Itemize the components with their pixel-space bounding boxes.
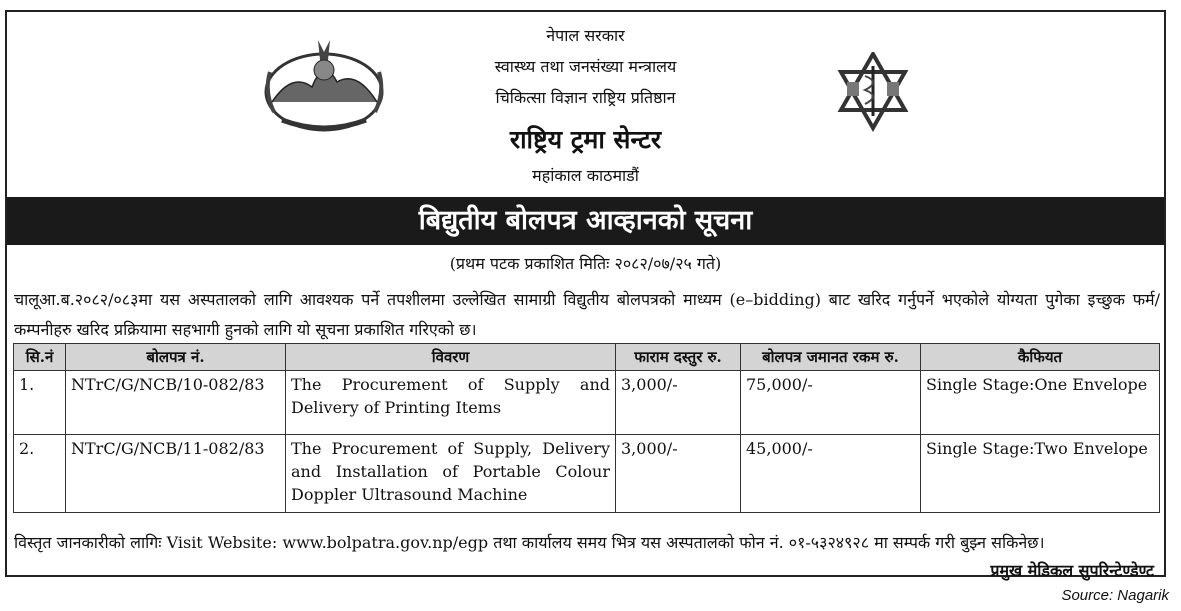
row-sn: 1. — [14, 371, 66, 435]
header-description: विवरण — [286, 344, 616, 371]
government-name: नेपाल सरकार — [546, 26, 625, 45]
table-row — [14, 371, 1160, 435]
header-bid-security: बोलपत्र जमानत रकम रु. — [741, 344, 921, 371]
institute-name: चिकित्सा विज्ञान राष्ट्रिय प्रतिष्ठान — [495, 88, 676, 107]
header-form-fee: फाराम दस्तुर रु. — [616, 344, 741, 371]
table-header-row — [14, 344, 1160, 371]
publication-date: (प्रथम पटक प्रकाशित मितिः २०८२/०७/२५ गते) — [449, 254, 722, 273]
row-bid-security: 45,000/- — [741, 435, 921, 513]
row-remarks: Single Stage:Two Envelope — [921, 435, 1160, 513]
tender-table — [13, 343, 1160, 513]
header-remarks: कैफियत — [921, 344, 1160, 371]
row-description: The Procurement of Supply, Delivery and Installation of Portable Colour Doppler Ultrasound Machine — [286, 435, 616, 513]
header-bid-no: बोलपत्र नं. — [66, 344, 286, 371]
row-bid-no: NTrC/G/NCB/10-082/83 — [66, 371, 286, 435]
center-location: महांकाल काठमाडौं — [532, 166, 639, 185]
row-form-fee: 3,000/- — [616, 435, 741, 513]
notice-title: बिद्युतीय बोलपत्र आव्हानको सूचना — [7, 197, 1164, 245]
notice-frame — [5, 10, 1166, 580]
row-bid-no: NTrC/G/NCB/11-082/83 — [66, 435, 286, 513]
center-name: राष्ट्रिय ट्रमा सेन्टर — [509, 125, 662, 154]
row-bid-security: 75,000/- — [741, 371, 921, 435]
row-sn: 2. — [14, 435, 66, 513]
notice-intro: चालूआ.ब.२०८२/०८३मा यस अस्पतालको लागि आवश्यक पर्ने तपशीलमा उल्लेखित सामाग्री विद्युतीय बोलपत्रको माध्यम (e–bidding) बाट खरिद गर्नुपर्ने भएकोले योग्यता पुगेका इच्छुक फर्म/कम्पनीहरु खरिद प्रक्रियामा सहभागी हुनको लागि यो सूचना प्रकाशित गरिएको छ। — [14, 290, 1160, 339]
header-sn: सि.नं — [14, 344, 66, 371]
table-row — [14, 435, 1160, 513]
ministry-name: स्वास्थ्य तथा जनसंख्या मन्त्रालय — [494, 57, 677, 76]
row-remarks: Single Stage:One Envelope — [921, 371, 1160, 435]
signatory-title: प्रमुख मेडिकल सुपरिन्टेण्डेण्ट — [990, 561, 1154, 580]
row-description: The Procurement of Supply and Delivery of Printing Items — [286, 371, 616, 435]
contact-info: विस्तृत जानकारीको लागिः Visit Website: www.bolpatra.gov.np/egp तथा कार्यालय समय भित्र यस अस्पतालको फोन नं. ०१-५३२४९२८ मा सम्पर्क गरी बुझ्न सकिनेछ। — [14, 533, 1045, 552]
notice-header — [7, 12, 1164, 197]
row-form-fee: 3,000/- — [616, 371, 741, 435]
source-credit: Source: Nagarik — [1061, 587, 1169, 604]
